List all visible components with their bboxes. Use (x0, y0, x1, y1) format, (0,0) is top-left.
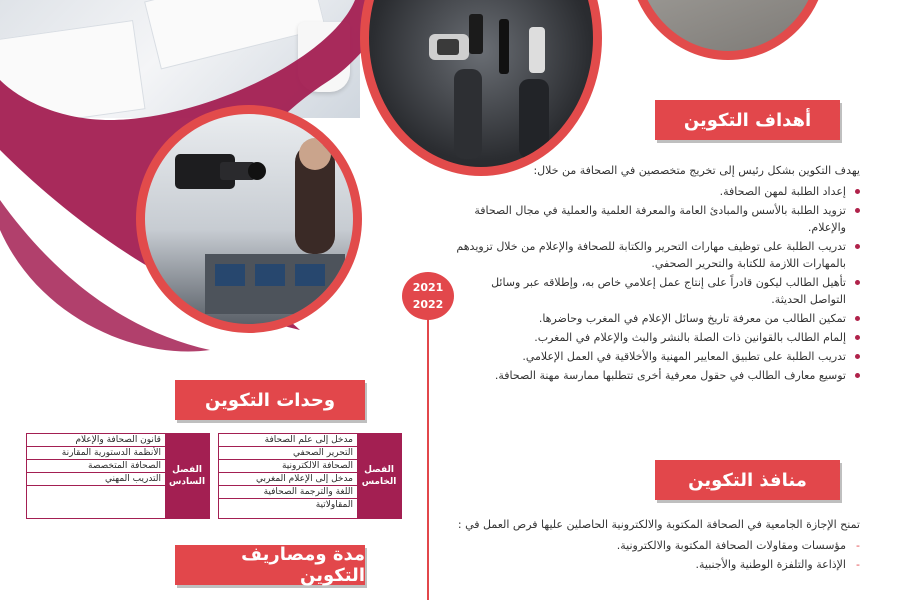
list-item: توسيع معارف الطالب في حقول معرفية أخرى تتطلبها ممارسة مهنة الصحافة. (455, 367, 860, 384)
outlets-intro: تمنح الإجازة الجامعية في الصحافة المكتوبة والالكترونية الحاصلين عليها فرص العمل في : (457, 518, 860, 531)
list-item: - الإذاعة والتلفزة الوطنية والأجنبية. (695, 558, 860, 571)
table-row: التدريب المهني (27, 473, 165, 486)
table-row: التحرير الصحفي (219, 447, 357, 460)
goals-intro: يهدف التكوين بشكل رئيس إلى تخريج متخصصين في الصحافة من خلال: (533, 164, 860, 177)
table-row: الصحافة المتخصصة (27, 460, 165, 473)
year-end: 2022 (412, 298, 444, 311)
list-item: إعداد الطلبة لمهن الصحافة. (455, 183, 860, 200)
semester6-modules (27, 434, 165, 486)
outlets-list (455, 537, 860, 573)
outlets-title: منافذ التكوين (688, 469, 807, 491)
goals-ribbon (655, 100, 840, 140)
table-row: مدخل إلى علم الصحافة (219, 434, 357, 447)
timeline-line (427, 300, 429, 600)
table-row: الأنظمة الدستورية المقارنة (27, 447, 165, 460)
semester5-modules (219, 434, 357, 512)
semester6-table (26, 433, 210, 519)
table-row: اللغة والترجمة الصحافية (219, 486, 357, 499)
outlets-section (455, 516, 860, 575)
academic-year-badge (402, 272, 454, 320)
duration-title: مدة ومصاريف التكوين (241, 544, 365, 586)
goals-section (455, 162, 860, 386)
list-item: - مؤسسات ومقاولات الصحافة المكتوبة والالكترونية. (616, 539, 860, 552)
semester5-label: الفصل الخامس (357, 434, 401, 518)
modules-title: وحدات التكوين (204, 389, 336, 411)
goals-list (455, 183, 860, 384)
semester6-label: الفصل السادس (165, 434, 209, 518)
outlets-ribbon (655, 460, 840, 500)
camera-illustration (145, 114, 353, 324)
semester5-table (218, 433, 402, 519)
list-item: تزويد الطلبة بالأسس والمبادئ العامة والمعرفة العلمية والعملية في مجال الصحافة والإعلام. (455, 202, 860, 236)
list-item: تمكين الطالب من معرفة تاريخ وسائل الإعلام في المغرب وحاضرها. (455, 310, 860, 327)
year-start: 2021 (412, 281, 444, 294)
table-row: مدخل إلى الإعلام المغربي (219, 473, 357, 486)
list-item: تدريب الطلبة على تطبيق المعايير المهنية والأخلاقية في العمل الإعلامي. (455, 348, 860, 365)
list-item: تأهيل الطالب ليكون قادراً على إنتاج عمل إعلامي خاص به، وإطلاقه عبر وسائل التواصل الحديثة. (455, 274, 860, 308)
table-row: المقاولاتية (315, 500, 353, 510)
camera-studio-photo (136, 105, 362, 333)
duration-ribbon (175, 545, 365, 585)
table-row: الصحافة الالكترونية (219, 460, 357, 473)
list-item: تدريب الطلبة على توظيف مهارات التحرير والكتابة للصحافة والإعلام من خلال تزويدهم بالمهارات اللازمة للكتابة والتحرير الصحفي. (455, 238, 860, 272)
goals-title: أهداف التكوين (683, 109, 812, 131)
modules-ribbon (175, 380, 365, 420)
list-item: إلمام الطالب بالقوانين ذات الصلة بالنشر والبث والإعلام في المغرب. (455, 329, 860, 346)
microphones-illustration (369, 0, 593, 167)
table-row: قانون الصحافة والإعلام (27, 434, 165, 447)
